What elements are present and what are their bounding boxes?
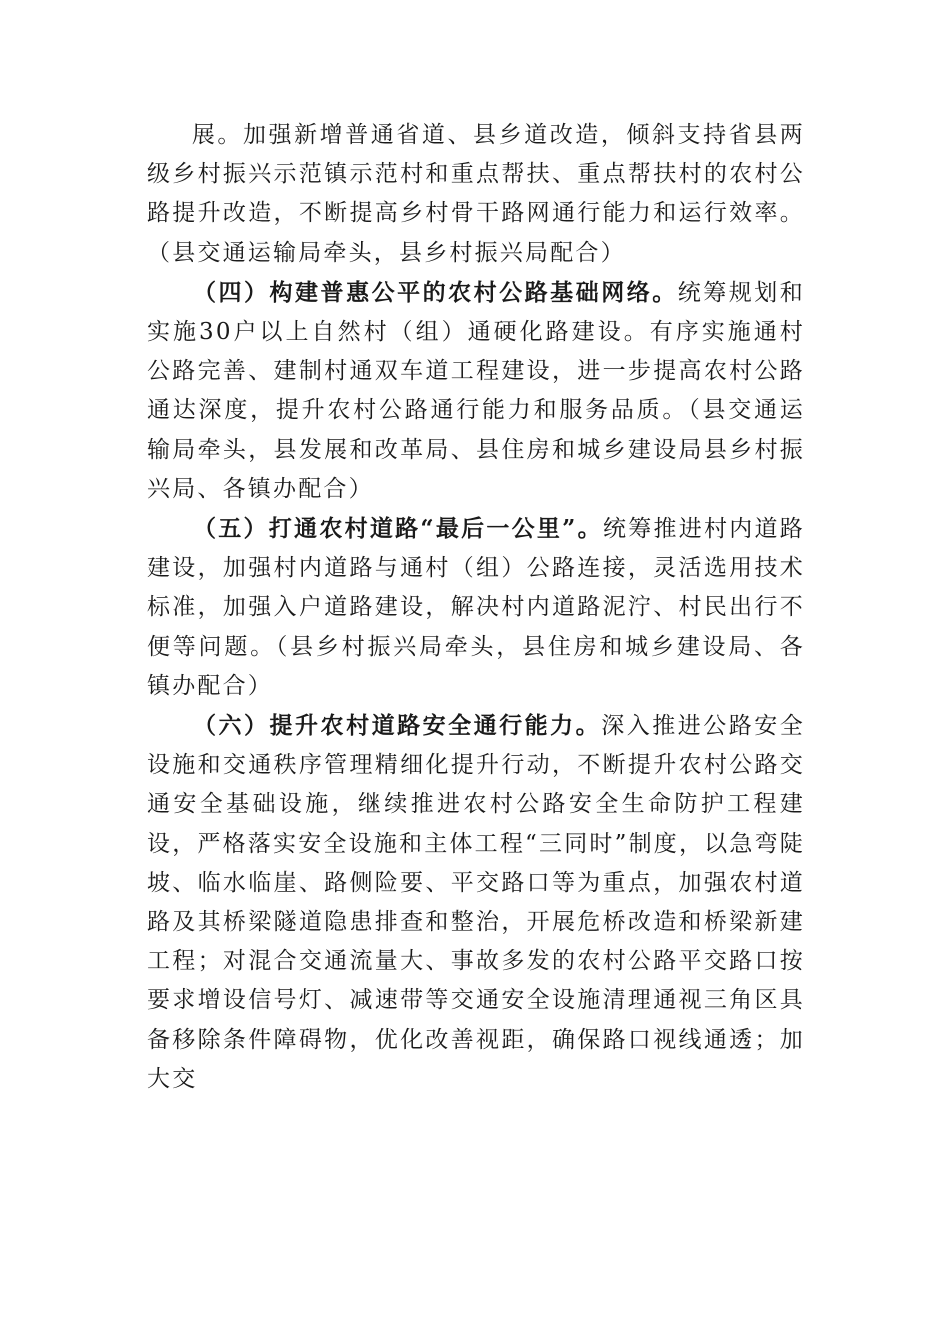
paragraph-heading: （四）构建普惠公平的农村公路基础网络。 [193,278,678,306]
paragraph-text: 统筹规划和实施30户以上自然村（组）通硬化路建设。有序实施通村公路完善、建制村通双车道工程建设，进一步提高农村公路通达深度，提升农村公路通行能力和服务品质。（县交通运输局牵头，县发展和改革局、县住房和城乡建设局县乡村振兴局、各镇办配合） [147,279,805,502]
paragraph-continuation [147,115,805,273]
paragraph-text: 展。加强新增普通省道、县乡道改造，倾斜支持省县两级乡村振兴示范镇示范村和重点帮扶、重点帮扶村的农村公路提升改造，不断提高乡村骨干路网通行能力和运行效率。（县交通运输局牵头，县乡村振兴局配合） [147,122,805,266]
paragraph-heading: （六）提升农村道路安全通行能力。 [193,712,602,740]
paragraph-text: 深入推进公路安全设施和交通秩序管理精细化提升行动，不断提升农村公路交通安全基础设施，继续推进农村公路安全生命防护工程建设，严格落实安全设施和主体工程“三同时”制度，以急弯陡坡、临水临崖、路侧险要、平交路口等为重点，加强农村道路及其桥梁隧道隐患排查和整治，开展危桥改造和桥梁新建工程；对混合交通流量大、事故多发的农村公路平交路口按要求增设信号灯、减速带等交通安全设施清理通视三角区具备移除条件障碍物，优化改善视距，确保路口视线通透；加大交 [147,713,805,1092]
paragraph-section-6 [147,706,805,1099]
paragraph-section-5 [147,509,805,706]
paragraph-heading: （五）打通农村道路“最后一公里”。 [193,515,603,543]
document-body [147,115,805,1099]
paragraph-text: 统筹推进村内道路建设，加强村内道路与通村（组）公路连接，灵活选用技术标准，加强入户道路建设，解决村内道路泥泞、村民出行不便等问题。（县乡村振兴局牵头，县住房和城乡建设局、各镇办配合） [147,516,805,699]
paragraph-section-4 [147,273,805,509]
